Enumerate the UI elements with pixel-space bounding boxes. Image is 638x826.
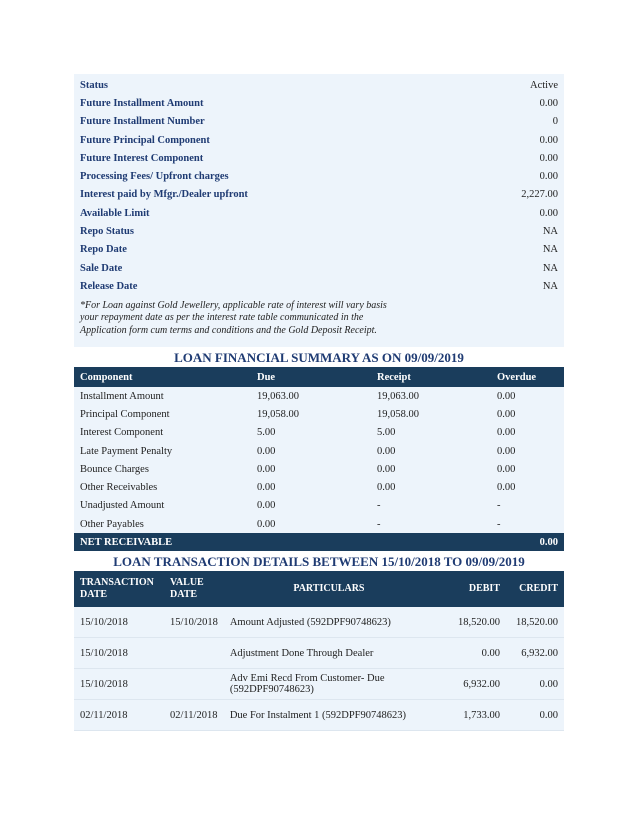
status-value: Active <box>530 79 558 91</box>
tx-transaction-date-cell: 02/11/2018 <box>74 700 164 731</box>
tx-transaction-date-cell: 15/10/2018 <box>74 669 164 700</box>
status-label: Future Installment Amount <box>80 97 204 109</box>
tx-value-date-cell: 15/10/2018 <box>164 607 224 638</box>
status-label: Future Installment Number <box>80 116 205 128</box>
header-credit: CREDIT <box>506 571 564 607</box>
summary-row <box>74 460 564 478</box>
loan-status-section <box>74 74 564 347</box>
summary-due-cell: 19,063.00 <box>257 390 299 402</box>
summary-overdue-cell: - <box>497 518 501 530</box>
summary-component-cell: Principal Component <box>80 409 170 420</box>
header-value-date: VALUE DATE <box>164 571 224 607</box>
summary-due-cell: 0.00 <box>257 463 276 475</box>
summary-row <box>74 424 564 442</box>
status-value: NA <box>542 244 558 256</box>
summary-component-cell: Other Receivables <box>80 482 158 494</box>
summary-row <box>74 497 564 515</box>
tx-debit-cell: 6,932.00 <box>434 669 506 700</box>
net-receivable-row <box>74 533 564 551</box>
summary-row <box>74 442 564 460</box>
tx-credit-cell: 18,520.00 <box>506 607 564 638</box>
summary-overdue-cell: 0.00 <box>497 409 516 420</box>
status-row <box>74 277 564 295</box>
transaction-row <box>74 607 564 638</box>
summary-due-cell: 19,058.00 <box>257 409 299 420</box>
status-row <box>74 113 564 131</box>
summary-overdue-cell: 0.00 <box>497 390 516 402</box>
tx-particulars-cell: Adv Emi Recd From Customer- Due (592DPF90748623) <box>224 669 434 700</box>
tx-debit-cell: 0.00 <box>434 638 506 669</box>
summary-overdue-cell: - <box>497 500 501 512</box>
header-debit: DEBIT <box>434 571 506 607</box>
tx-value-date-cell <box>164 669 224 700</box>
summary-header-row <box>74 367 564 387</box>
tx-value-date-cell <box>164 638 224 669</box>
summary-component-cell: Unadjusted Amount <box>80 500 165 512</box>
summary-receipt-cell: 0.00 <box>377 482 396 494</box>
summary-receipt-cell: 19,058.00 <box>377 409 419 420</box>
summary-receipt-cell: 0.00 <box>377 445 396 457</box>
gold-loan-note: *For Loan against Gold Jewellery, applicable rate of interest will vary basis your repayment date as per the interest rate table communicated in the Application form cum terms and conditions and the Gold Deposit Receipt. <box>80 299 387 336</box>
summary-due-cell: 0.00 <box>257 482 276 494</box>
summary-overdue-cell: 0.00 <box>497 445 516 457</box>
tx-credit-cell: 6,932.00 <box>506 638 564 669</box>
summary-overdue-cell: 0.00 <box>497 482 516 494</box>
summary-row <box>74 405 564 423</box>
summary-due-cell: 0.00 <box>257 518 276 530</box>
transaction-row <box>74 638 564 669</box>
status-value: 0.00 <box>539 171 558 183</box>
tx-credit-cell: 0.00 <box>506 669 564 700</box>
financial-summary-table <box>74 367 564 533</box>
transactions-title: LOAN TRANSACTION DETAILS BETWEEN 15/10/2018 TO 09/09/2019 <box>113 554 525 570</box>
summary-overdue-cell: 0.00 <box>497 427 516 439</box>
transactions-header-row <box>74 571 564 607</box>
tx-particulars-cell: Amount Adjusted (592DPF90748623) <box>224 607 434 638</box>
tx-debit-cell: 1,733.00 <box>434 700 506 731</box>
status-value: 0.00 <box>539 152 558 164</box>
header-receipt: Receipt <box>371 367 491 387</box>
status-label: Status <box>80 79 109 91</box>
summary-row <box>74 479 564 497</box>
summary-due-cell: 5.00 <box>257 427 276 439</box>
status-row <box>74 167 564 185</box>
status-label: Future Interest Component <box>80 152 204 164</box>
status-row <box>74 222 564 240</box>
tx-transaction-date-cell: 15/10/2018 <box>74 638 164 669</box>
status-label: Processing Fees/ Upfront charges <box>80 171 229 183</box>
status-row <box>74 204 564 222</box>
tx-transaction-date-cell: 15/10/2018 <box>74 607 164 638</box>
tx-credit-cell: 0.00 <box>506 700 564 731</box>
summary-component-cell: Installment Amount <box>80 390 164 402</box>
header-particulars: PARTICULARS <box>224 571 434 607</box>
net-receivable-label: NET RECEIVABLE <box>80 536 173 548</box>
status-row <box>74 131 564 149</box>
transaction-row <box>74 700 564 731</box>
summary-row <box>74 387 564 405</box>
header-overdue: Overdue <box>491 367 564 387</box>
summary-due-cell: 0.00 <box>257 445 276 457</box>
status-row <box>74 76 564 94</box>
status-value: 0.00 <box>539 207 558 219</box>
summary-due-cell: 0.00 <box>257 500 276 512</box>
status-row <box>74 241 564 259</box>
transactions-table <box>74 571 564 731</box>
status-label: Interest paid by Mfgr./Dealer upfront <box>80 189 248 201</box>
header-due: Due <box>251 367 371 387</box>
statement-page <box>74 74 564 731</box>
tx-particulars-cell: Due For Instalment 1 (592DPF90748623) <box>224 700 434 731</box>
summary-receipt-cell: 5.00 <box>377 427 396 439</box>
header-component: Component <box>74 367 251 387</box>
transaction-row <box>74 669 564 700</box>
summary-overdue-cell: 0.00 <box>497 463 516 475</box>
summary-receipt-cell: - <box>377 518 381 530</box>
status-label: Sale Date <box>80 262 123 274</box>
status-value: 0.00 <box>539 134 558 146</box>
summary-component-cell: Interest Component <box>80 427 164 439</box>
status-row <box>74 259 564 277</box>
status-label: Future Principal Component <box>80 134 210 146</box>
summary-receipt-cell: 0.00 <box>377 463 396 475</box>
status-value: 2,227.00 <box>521 189 558 201</box>
summary-title: LOAN FINANCIAL SUMMARY AS ON 09/09/2019 <box>174 350 464 366</box>
status-label: Repo Date <box>80 244 127 256</box>
status-value: 0 <box>552 116 558 128</box>
tx-debit-cell: 18,520.00 <box>434 607 506 638</box>
status-row <box>74 94 564 112</box>
summary-component-cell: Other Payables <box>80 518 144 530</box>
status-label: Available Limit <box>80 207 150 219</box>
status-value: NA <box>542 262 558 274</box>
tx-value-date-cell: 02/11/2018 <box>164 700 224 731</box>
summary-row <box>74 515 564 533</box>
summary-component-cell: Bounce Charges <box>80 463 149 475</box>
status-value: 0.00 <box>539 97 558 109</box>
header-transaction-date: TRANSACTION DATE <box>74 571 164 607</box>
status-row <box>74 186 564 204</box>
status-value: NA <box>542 226 558 238</box>
summary-receipt-cell: 19,063.00 <box>377 390 419 402</box>
summary-component-cell: Late Payment Penalty <box>80 445 173 457</box>
tx-particulars-cell: Adjustment Done Through Dealer <box>224 638 434 669</box>
summary-receipt-cell: - <box>377 500 381 512</box>
net-receivable-value: 0.00 <box>539 536 558 548</box>
status-value: NA <box>542 280 558 292</box>
status-label: Repo Status <box>80 226 134 238</box>
status-row <box>74 149 564 167</box>
status-label: Release Date <box>80 280 138 292</box>
